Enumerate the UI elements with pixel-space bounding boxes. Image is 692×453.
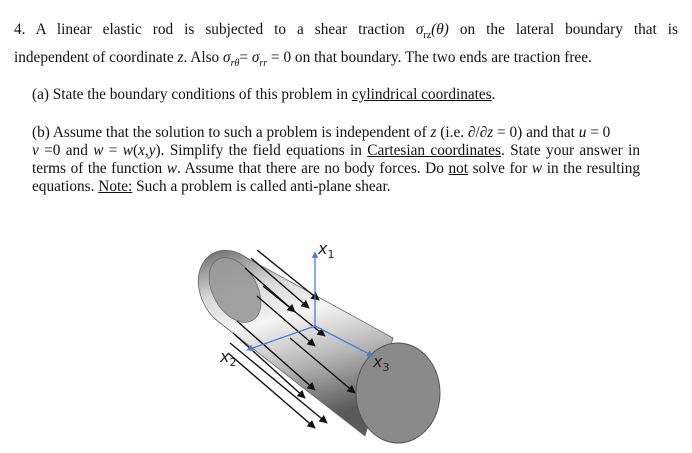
cylinder-end-face xyxy=(356,343,440,443)
problem-line-1: 4. A linear elastic rod is subjected to a shear traction $\sigma_{rz}(\theta)$ on the lateral boundary that is xyxy=(14,21,678,42)
x3-label: $x_3$ xyxy=(373,352,390,374)
part-b xyxy=(32,124,640,196)
cylinder-figure xyxy=(195,228,475,448)
part-b-line-1: (b) Assume that the solution to such a problem is independent of z (i.e. ∂/∂z = 0) and that u = 0 xyxy=(32,124,611,141)
problem-statement xyxy=(14,19,678,75)
problem-line-2: independent of coordinate z. Also $\sigma_{r\theta}= \sigma_{rr} = 0$ on that boundary. The two ends are traction free. xyxy=(14,49,592,70)
part-a: (a) State the boundary conditions of this problem in cylindrical coordinates. xyxy=(32,86,496,103)
part-b-line-3: terms of the function w. Assume that there are no body forces. Do not solve for w in the resulting xyxy=(32,160,640,177)
part-b-line-2: v =0 and w = w(x,y). Simplify the field equations in Cartesian coordinates. State your answer in xyxy=(32,142,641,159)
x2-label: $x_2$ xyxy=(220,347,237,369)
x1-label: $x_1$ xyxy=(318,239,335,261)
part-b-line-4: equations. Note: Such a problem is called anti-plane shear. xyxy=(32,178,391,195)
